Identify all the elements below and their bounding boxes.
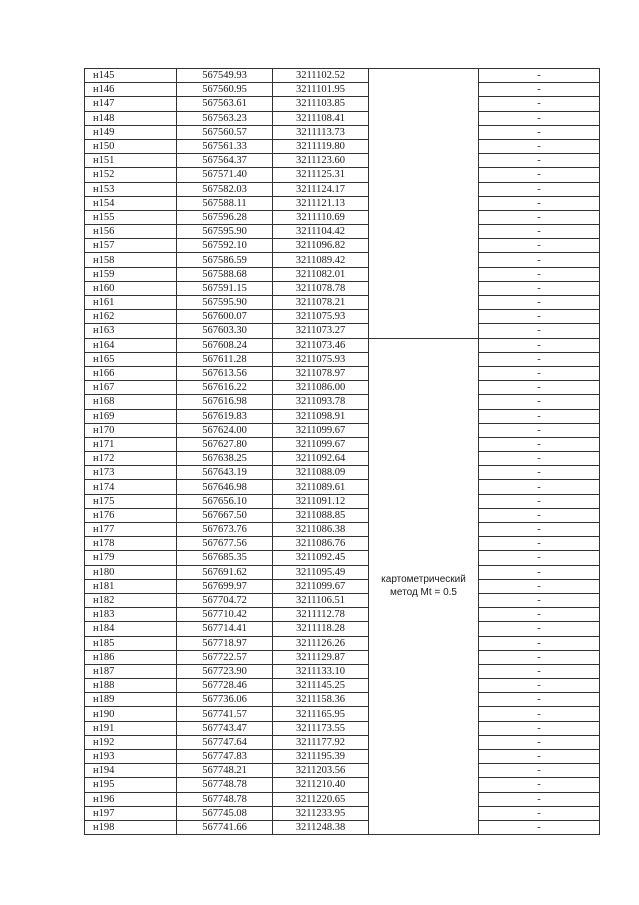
table-row <box>85 253 600 267</box>
point-name-cell: н186 <box>85 650 177 664</box>
point-name-cell: н193 <box>85 750 177 764</box>
accuracy-cell: - <box>479 750 600 764</box>
x-coordinate-cell: 567561.33 <box>177 139 273 153</box>
table-row <box>85 139 600 153</box>
point-name-cell: н165 <box>85 352 177 366</box>
x-coordinate-cell: 567677.56 <box>177 537 273 551</box>
x-coordinate-cell: 567691.62 <box>177 565 273 579</box>
point-name-cell: н188 <box>85 679 177 693</box>
point-name-cell: н191 <box>85 721 177 735</box>
x-coordinate-cell: 567613.56 <box>177 366 273 380</box>
x-coordinate-cell: 567563.23 <box>177 111 273 125</box>
coordinates-sheet <box>84 68 599 835</box>
y-coordinate-cell: 3211145.25 <box>273 679 369 693</box>
point-name-cell: н160 <box>85 281 177 295</box>
y-coordinate-cell: 3211086.00 <box>273 381 369 395</box>
x-coordinate-cell: 567736.06 <box>177 693 273 707</box>
point-name-cell: н184 <box>85 622 177 636</box>
y-coordinate-cell: 3211089.61 <box>273 480 369 494</box>
table-row <box>85 494 600 508</box>
table-row <box>85 168 600 182</box>
y-coordinate-cell: 3211099.67 <box>273 579 369 593</box>
table-row <box>85 636 600 650</box>
table-row <box>85 352 600 366</box>
x-coordinate-cell: 567627.80 <box>177 437 273 451</box>
table-row <box>85 452 600 466</box>
accuracy-cell: - <box>479 565 600 579</box>
point-name-cell: н148 <box>85 111 177 125</box>
y-coordinate-cell: 3211093.78 <box>273 395 369 409</box>
point-name-cell: н156 <box>85 225 177 239</box>
coordinates-table-body <box>85 69 600 835</box>
table-row <box>85 537 600 551</box>
accuracy-cell: - <box>479 239 600 253</box>
table-row <box>85 125 600 139</box>
point-name-cell: н175 <box>85 494 177 508</box>
accuracy-cell: - <box>479 97 600 111</box>
accuracy-cell: - <box>479 466 600 480</box>
point-name-cell: н198 <box>85 820 177 834</box>
point-name-cell: н174 <box>85 480 177 494</box>
x-coordinate-cell: 567745.08 <box>177 806 273 820</box>
x-coordinate-cell: 567741.57 <box>177 707 273 721</box>
y-coordinate-cell: 3211118.28 <box>273 622 369 636</box>
point-name-cell: н177 <box>85 523 177 537</box>
x-coordinate-cell: 567704.72 <box>177 593 273 607</box>
accuracy-cell: - <box>479 352 600 366</box>
x-coordinate-cell: 567571.40 <box>177 168 273 182</box>
table-row <box>85 395 600 409</box>
accuracy-cell: - <box>479 83 600 97</box>
point-name-cell: н158 <box>85 253 177 267</box>
x-coordinate-cell: 567608.24 <box>177 338 273 352</box>
table-row <box>85 650 600 664</box>
point-name-cell: н190 <box>85 707 177 721</box>
x-coordinate-cell: 567748.21 <box>177 764 273 778</box>
accuracy-cell: - <box>479 125 600 139</box>
accuracy-cell: - <box>479 338 600 352</box>
accuracy-cell: - <box>479 664 600 678</box>
y-coordinate-cell: 3211177.92 <box>273 735 369 749</box>
y-coordinate-cell: 3211103.85 <box>273 97 369 111</box>
x-coordinate-cell: 567603.30 <box>177 324 273 338</box>
point-name-cell: н149 <box>85 125 177 139</box>
point-name-cell: н163 <box>85 324 177 338</box>
x-coordinate-cell: 567616.98 <box>177 395 273 409</box>
table-row <box>85 551 600 565</box>
y-coordinate-cell: 3211126.26 <box>273 636 369 650</box>
y-coordinate-cell: 3211113.73 <box>273 125 369 139</box>
accuracy-cell: - <box>479 366 600 380</box>
accuracy-cell: - <box>479 593 600 607</box>
table-row <box>85 750 600 764</box>
x-coordinate-cell: 567714.41 <box>177 622 273 636</box>
accuracy-cell: - <box>479 735 600 749</box>
y-coordinate-cell: 3211075.93 <box>273 310 369 324</box>
point-name-cell: н151 <box>85 154 177 168</box>
accuracy-cell: - <box>479 579 600 593</box>
point-name-cell: н189 <box>85 693 177 707</box>
y-coordinate-cell: 3211095.49 <box>273 565 369 579</box>
table-row <box>85 508 600 522</box>
point-name-cell: н167 <box>85 381 177 395</box>
y-coordinate-cell: 3211088.09 <box>273 466 369 480</box>
point-name-cell: н166 <box>85 366 177 380</box>
accuracy-cell: - <box>479 310 600 324</box>
point-name-cell: н168 <box>85 395 177 409</box>
x-coordinate-cell: 567588.11 <box>177 196 273 210</box>
table-row <box>85 154 600 168</box>
table-row <box>85 225 600 239</box>
table-row <box>85 83 600 97</box>
accuracy-cell: - <box>479 551 600 565</box>
accuracy-cell: - <box>479 622 600 636</box>
x-coordinate-cell: 567563.61 <box>177 97 273 111</box>
y-coordinate-cell: 3211099.67 <box>273 437 369 451</box>
y-coordinate-cell: 3211092.45 <box>273 551 369 565</box>
point-name-cell: н157 <box>85 239 177 253</box>
accuracy-cell: - <box>479 508 600 522</box>
point-name-cell: н172 <box>85 452 177 466</box>
y-coordinate-cell: 3211073.46 <box>273 338 369 352</box>
table-row <box>85 466 600 480</box>
y-coordinate-cell: 3211158.36 <box>273 693 369 707</box>
point-name-cell: н171 <box>85 437 177 451</box>
accuracy-cell: - <box>479 792 600 806</box>
point-name-cell: н150 <box>85 139 177 153</box>
y-coordinate-cell: 3211133.10 <box>273 664 369 678</box>
x-coordinate-cell: 567591.15 <box>177 281 273 295</box>
accuracy-cell: - <box>479 182 600 196</box>
y-coordinate-cell: 3211123.60 <box>273 154 369 168</box>
point-name-cell: н145 <box>85 69 177 83</box>
x-coordinate-cell: 567560.95 <box>177 83 273 97</box>
accuracy-cell: - <box>479 139 600 153</box>
y-coordinate-cell: 3211173.55 <box>273 721 369 735</box>
y-coordinate-cell: 3211106.51 <box>273 593 369 607</box>
table-row <box>85 735 600 749</box>
x-coordinate-cell: 567600.07 <box>177 310 273 324</box>
table-row <box>85 409 600 423</box>
point-name-cell: н192 <box>85 735 177 749</box>
accuracy-cell: - <box>479 324 600 338</box>
table-row <box>85 69 600 83</box>
x-coordinate-cell: 567549.93 <box>177 69 273 83</box>
table-row <box>85 792 600 806</box>
y-coordinate-cell: 3211089.42 <box>273 253 369 267</box>
table-row <box>85 310 600 324</box>
point-name-cell: н154 <box>85 196 177 210</box>
y-coordinate-cell: 3211104.42 <box>273 225 369 239</box>
y-coordinate-cell: 3211082.01 <box>273 267 369 281</box>
accuracy-cell: - <box>479 523 600 537</box>
x-coordinate-cell: 567595.90 <box>177 225 273 239</box>
point-name-cell: н153 <box>85 182 177 196</box>
accuracy-cell: - <box>479 494 600 508</box>
point-name-cell: н183 <box>85 608 177 622</box>
table-row <box>85 480 600 494</box>
x-coordinate-cell: 567728.46 <box>177 679 273 693</box>
x-coordinate-cell: 567592.10 <box>177 239 273 253</box>
point-name-cell: н162 <box>85 310 177 324</box>
y-coordinate-cell: 3211078.21 <box>273 296 369 310</box>
point-name-cell: н195 <box>85 778 177 792</box>
table-row <box>85 806 600 820</box>
x-coordinate-cell: 567747.83 <box>177 750 273 764</box>
x-coordinate-cell: 567656.10 <box>177 494 273 508</box>
accuracy-cell: - <box>479 69 600 83</box>
table-row <box>85 608 600 622</box>
x-coordinate-cell: 567748.78 <box>177 792 273 806</box>
y-coordinate-cell: 3211078.97 <box>273 366 369 380</box>
y-coordinate-cell: 3211073.27 <box>273 324 369 338</box>
x-coordinate-cell: 567667.50 <box>177 508 273 522</box>
table-row <box>85 196 600 210</box>
point-name-cell: н159 <box>85 267 177 281</box>
accuracy-cell: - <box>479 707 600 721</box>
accuracy-cell: - <box>479 764 600 778</box>
accuracy-cell: - <box>479 296 600 310</box>
x-coordinate-cell: 567747.64 <box>177 735 273 749</box>
table-row <box>85 764 600 778</box>
table-row <box>85 97 600 111</box>
point-name-cell: н179 <box>85 551 177 565</box>
y-coordinate-cell: 3211119.80 <box>273 139 369 153</box>
x-coordinate-cell: 567619.83 <box>177 409 273 423</box>
table-row <box>85 437 600 451</box>
table-row <box>85 239 600 253</box>
x-coordinate-cell: 567685.35 <box>177 551 273 565</box>
accuracy-cell: - <box>479 409 600 423</box>
x-coordinate-cell: 567624.00 <box>177 423 273 437</box>
x-coordinate-cell: 567673.76 <box>177 523 273 537</box>
x-coordinate-cell: 567643.19 <box>177 466 273 480</box>
point-name-cell: н185 <box>85 636 177 650</box>
table-row <box>85 338 600 352</box>
x-coordinate-cell: 567564.37 <box>177 154 273 168</box>
point-name-cell: н146 <box>85 83 177 97</box>
point-name-cell: н196 <box>85 792 177 806</box>
y-coordinate-cell: 3211125.31 <box>273 168 369 182</box>
point-name-cell: н155 <box>85 210 177 224</box>
y-coordinate-cell: 3211195.39 <box>273 750 369 764</box>
table-row <box>85 679 600 693</box>
accuracy-cell: - <box>479 111 600 125</box>
point-name-cell: н169 <box>85 409 177 423</box>
point-name-cell: н178 <box>85 537 177 551</box>
point-name-cell: н161 <box>85 296 177 310</box>
table-row <box>85 664 600 678</box>
point-name-cell: н181 <box>85 579 177 593</box>
y-coordinate-cell: 3211088.85 <box>273 508 369 522</box>
accuracy-cell: - <box>479 168 600 182</box>
y-coordinate-cell: 3211210.40 <box>273 778 369 792</box>
y-coordinate-cell: 3211220.65 <box>273 792 369 806</box>
x-coordinate-cell: 567596.28 <box>177 210 273 224</box>
y-coordinate-cell: 3211124.17 <box>273 182 369 196</box>
y-coordinate-cell: 3211108.41 <box>273 111 369 125</box>
method-cell-empty <box>369 69 479 339</box>
table-row <box>85 721 600 735</box>
accuracy-cell: - <box>479 381 600 395</box>
accuracy-cell: - <box>479 650 600 664</box>
table-row <box>85 693 600 707</box>
x-coordinate-cell: 567748.78 <box>177 778 273 792</box>
y-coordinate-cell: 3211101.95 <box>273 83 369 97</box>
y-coordinate-cell: 3211075.93 <box>273 352 369 366</box>
method-cell: картометрический метод Mt = 0.5 <box>369 338 479 835</box>
table-row <box>85 210 600 224</box>
accuracy-cell: - <box>479 721 600 735</box>
table-row <box>85 593 600 607</box>
y-coordinate-cell: 3211121.13 <box>273 196 369 210</box>
point-name-cell: н194 <box>85 764 177 778</box>
point-name-cell: н152 <box>85 168 177 182</box>
x-coordinate-cell: 567616.22 <box>177 381 273 395</box>
table-row <box>85 381 600 395</box>
accuracy-cell: - <box>479 210 600 224</box>
accuracy-cell: - <box>479 395 600 409</box>
table-row <box>85 565 600 579</box>
accuracy-cell: - <box>479 154 600 168</box>
y-coordinate-cell: 3211203.56 <box>273 764 369 778</box>
table-row <box>85 182 600 196</box>
table-row <box>85 707 600 721</box>
x-coordinate-cell: 567611.28 <box>177 352 273 366</box>
y-coordinate-cell: 3211112.78 <box>273 608 369 622</box>
x-coordinate-cell: 567560.57 <box>177 125 273 139</box>
accuracy-cell: - <box>479 253 600 267</box>
table-row <box>85 523 600 537</box>
x-coordinate-cell: 567710.42 <box>177 608 273 622</box>
x-coordinate-cell: 567646.98 <box>177 480 273 494</box>
accuracy-cell: - <box>479 537 600 551</box>
table-row <box>85 111 600 125</box>
y-coordinate-cell: 3211102.52 <box>273 69 369 83</box>
x-coordinate-cell: 567723.90 <box>177 664 273 678</box>
table-row <box>85 423 600 437</box>
y-coordinate-cell: 3211078.78 <box>273 281 369 295</box>
x-coordinate-cell: 567595.90 <box>177 296 273 310</box>
accuracy-cell: - <box>479 267 600 281</box>
point-name-cell: н197 <box>85 806 177 820</box>
y-coordinate-cell: 3211129.87 <box>273 650 369 664</box>
accuracy-cell: - <box>479 820 600 834</box>
y-coordinate-cell: 3211092.64 <box>273 452 369 466</box>
point-name-cell: н187 <box>85 664 177 678</box>
y-coordinate-cell: 3211086.76 <box>273 537 369 551</box>
y-coordinate-cell: 3211091.12 <box>273 494 369 508</box>
point-name-cell: н164 <box>85 338 177 352</box>
accuracy-cell: - <box>479 480 600 494</box>
accuracy-cell: - <box>479 679 600 693</box>
accuracy-cell: - <box>479 423 600 437</box>
x-coordinate-cell: 567741.66 <box>177 820 273 834</box>
x-coordinate-cell: 567718.97 <box>177 636 273 650</box>
x-coordinate-cell: 567586.59 <box>177 253 273 267</box>
y-coordinate-cell: 3211165.95 <box>273 707 369 721</box>
table-row <box>85 820 600 834</box>
point-name-cell: н170 <box>85 423 177 437</box>
point-name-cell: н173 <box>85 466 177 480</box>
point-name-cell: н176 <box>85 508 177 522</box>
table-row <box>85 281 600 295</box>
accuracy-cell: - <box>479 196 600 210</box>
y-coordinate-cell: 3211099.67 <box>273 423 369 437</box>
table-row <box>85 366 600 380</box>
point-name-cell: н147 <box>85 97 177 111</box>
point-name-cell: н182 <box>85 593 177 607</box>
coordinates-table <box>84 68 600 835</box>
accuracy-cell: - <box>479 452 600 466</box>
table-row <box>85 579 600 593</box>
accuracy-cell: - <box>479 778 600 792</box>
table-row <box>85 324 600 338</box>
x-coordinate-cell: 567588.68 <box>177 267 273 281</box>
accuracy-cell: - <box>479 225 600 239</box>
accuracy-cell: - <box>479 437 600 451</box>
point-name-cell: н180 <box>85 565 177 579</box>
x-coordinate-cell: 567722.57 <box>177 650 273 664</box>
accuracy-cell: - <box>479 608 600 622</box>
accuracy-cell: - <box>479 806 600 820</box>
y-coordinate-cell: 3211096.82 <box>273 239 369 253</box>
accuracy-cell: - <box>479 636 600 650</box>
table-row <box>85 296 600 310</box>
table-row <box>85 622 600 636</box>
accuracy-cell: - <box>479 281 600 295</box>
y-coordinate-cell: 3211248.38 <box>273 820 369 834</box>
x-coordinate-cell: 567743.47 <box>177 721 273 735</box>
table-row <box>85 267 600 281</box>
y-coordinate-cell: 3211110.69 <box>273 210 369 224</box>
y-coordinate-cell: 3211086.38 <box>273 523 369 537</box>
accuracy-cell: - <box>479 693 600 707</box>
table-row <box>85 778 600 792</box>
x-coordinate-cell: 567699.97 <box>177 579 273 593</box>
x-coordinate-cell: 567582.03 <box>177 182 273 196</box>
x-coordinate-cell: 567638.25 <box>177 452 273 466</box>
y-coordinate-cell: 3211233.95 <box>273 806 369 820</box>
y-coordinate-cell: 3211098.91 <box>273 409 369 423</box>
